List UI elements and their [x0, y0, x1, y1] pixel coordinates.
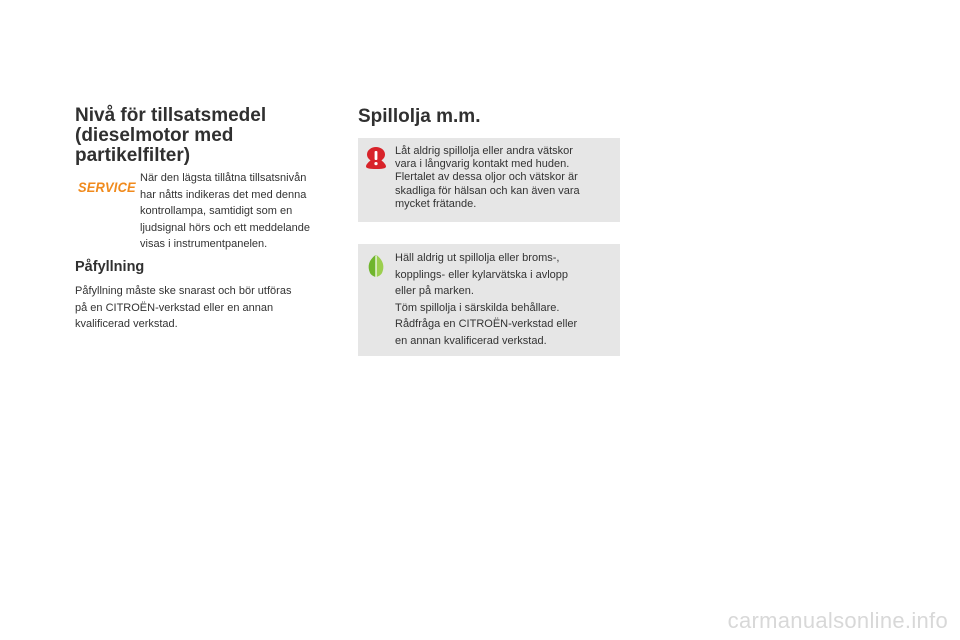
warning-box: [358, 138, 620, 222]
leaf-environment-icon: [365, 254, 387, 278]
service-warning-lamp-icon: SERVICE: [78, 179, 136, 195]
environment-box: [358, 244, 620, 356]
text-line: vara i långvarig kontakt med huden.: [395, 158, 570, 171]
title-line: Nivå för tillsatsmedel: [75, 105, 267, 126]
text-line: ljudsignal hörs och ett meddelande: [140, 221, 311, 234]
text-line: Rådfråga en CITROËN-verkstad eller: [395, 318, 578, 330]
watermark: carmanualsonline.info: [727, 608, 948, 633]
title-line: (dieselmotor med: [75, 125, 234, 146]
refill-heading: Påfyllning: [75, 259, 145, 275]
text-line: Flertalet av dessa oljor och vätskor är: [395, 171, 578, 184]
text-line: När den lägsta tillåtna tillsatsnivån: [140, 172, 307, 184]
refill-description: [75, 283, 335, 333]
text-line: på en CITROËN-verkstad eller en annan: [75, 301, 274, 314]
text-line: visas i instrumentpanelen.: [140, 238, 268, 250]
section-title-waste-oil: Spillolja m.m.: [358, 106, 481, 127]
text-line: Häll aldrig ut spillolja eller broms-,: [395, 252, 560, 264]
text-line: kopplings- eller kylarvätska i avlopp: [395, 268, 569, 281]
text-line: Töm spillolja i särskilda behållare.: [395, 301, 560, 314]
environment-text: [395, 250, 615, 349]
text-line: skadliga för hälsan och kan även vara: [395, 184, 580, 197]
text-line: Påfyllning måste ske snarast och bör utföras: [75, 285, 292, 297]
exclamation-warning-icon: [365, 146, 387, 170]
text-line: Låt aldrig spillolja eller andra vätskor: [395, 145, 573, 157]
service-description: [140, 170, 345, 253]
text-line: kvalificerad verkstad.: [75, 318, 178, 330]
section-title-additive-level: [75, 106, 335, 166]
text-line: mycket frätande.: [395, 197, 477, 210]
text-line: kontrollampa, samtidigt som en: [140, 205, 293, 217]
warning-text: [395, 145, 615, 211]
text-line: eller på marken.: [395, 285, 474, 297]
title-line: partikelfilter): [75, 145, 191, 166]
text-line: har nåtts indikeras det med denna: [140, 188, 307, 201]
text-line: en annan kvalificerad verkstad.: [395, 334, 547, 347]
